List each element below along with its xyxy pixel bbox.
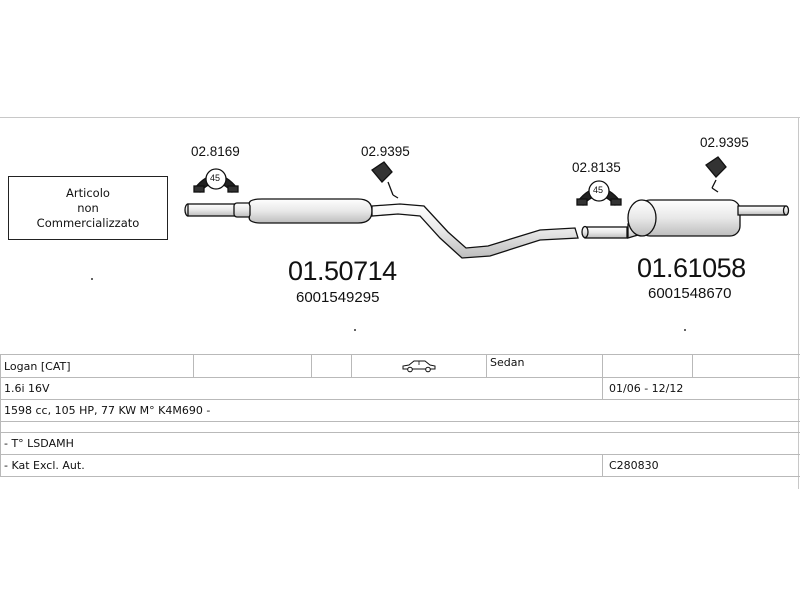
hanger1-code[interactable]: 02.9395 — [361, 144, 410, 159]
spec-row-chassis — [1, 433, 800, 455]
hanger2-hook — [712, 188, 718, 192]
spec-row-model — [1, 355, 800, 378]
rear-silencer-endcap — [628, 200, 656, 236]
rear-silencer-code[interactable]: 01.61058 — [637, 253, 746, 283]
clamp1-left-bolt — [194, 186, 204, 192]
hanger1-rubber — [372, 162, 392, 182]
empty-cell — [693, 355, 800, 378]
model-cell: Logan [CAT] — [1, 355, 194, 378]
front-pipe-oe-number: 6001549295 — [296, 289, 380, 306]
hanger2-pin — [712, 180, 716, 188]
clamp1-code[interactable]: 02.8169 — [191, 144, 240, 159]
body-icon-cell — [352, 355, 487, 378]
clamp2-code[interactable]: 02.8135 — [572, 160, 621, 175]
note-cell: - Kat Excl. Aut. — [1, 455, 603, 477]
clamp2-size-label: 45 — [593, 185, 604, 195]
hanger1-pin — [388, 182, 393, 195]
catalog-code-cell: C280830 — [603, 455, 800, 477]
front-pipe-inlet-tube — [188, 204, 238, 216]
rear-pipe-inlet — [585, 227, 627, 238]
dot-3 — [684, 329, 686, 331]
spec-row-note — [1, 455, 800, 477]
engine-cell: 1.6i 16V — [1, 378, 603, 400]
hanger1-hook — [393, 195, 398, 198]
vehicle-spec-table — [0, 354, 800, 477]
rear-tailpipe — [738, 206, 786, 215]
dot-1 — [91, 278, 93, 280]
years-cell: 01/06 - 12/12 — [603, 378, 800, 400]
note-line-2: non — [77, 200, 99, 215]
rear-pipe-inlet-end — [582, 227, 588, 238]
spec-row-empty — [1, 422, 800, 433]
empty-row-cell — [1, 422, 800, 433]
clamp1-size-label: 45 — [210, 173, 221, 183]
clamp1-right-bolt — [228, 186, 238, 192]
clamp2-left-bolt — [577, 199, 587, 205]
hanger-1-drawing — [372, 162, 398, 198]
spec-row-engine — [1, 378, 800, 400]
dot-2 — [354, 329, 356, 331]
note-line-3: Commercializzato — [36, 215, 140, 230]
front-pipe-tail — [372, 204, 578, 258]
chassis-cell: - T° LSDAMH — [1, 433, 800, 455]
rear-tailpipe-end — [784, 206, 789, 215]
sedan-car-icon — [401, 359, 437, 373]
empty-cell — [312, 355, 352, 378]
hanger-2-drawing — [706, 157, 726, 192]
hanger2-rubber — [706, 157, 726, 177]
front-pipe-drawing — [185, 199, 578, 258]
front-pipe-code[interactable]: 01.50714 — [288, 256, 397, 286]
empty-cell — [194, 355, 312, 378]
front-muffler-body — [249, 199, 372, 223]
rear-silencer-drawing — [582, 200, 789, 238]
hanger2-code[interactable]: 02.9395 — [700, 135, 749, 150]
note-line-1: Articolo — [66, 185, 110, 200]
spec-row-engine-details — [1, 400, 800, 422]
body-type-cell: Sedan — [487, 355, 603, 378]
rear-silencer-oe-number: 6001548670 — [648, 285, 732, 302]
engine-details-cell: 1598 cc, 105 HP, 77 KW M° K4M690 - — [1, 400, 800, 422]
clamp2-right-bolt — [611, 199, 621, 205]
empty-cell — [603, 355, 693, 378]
